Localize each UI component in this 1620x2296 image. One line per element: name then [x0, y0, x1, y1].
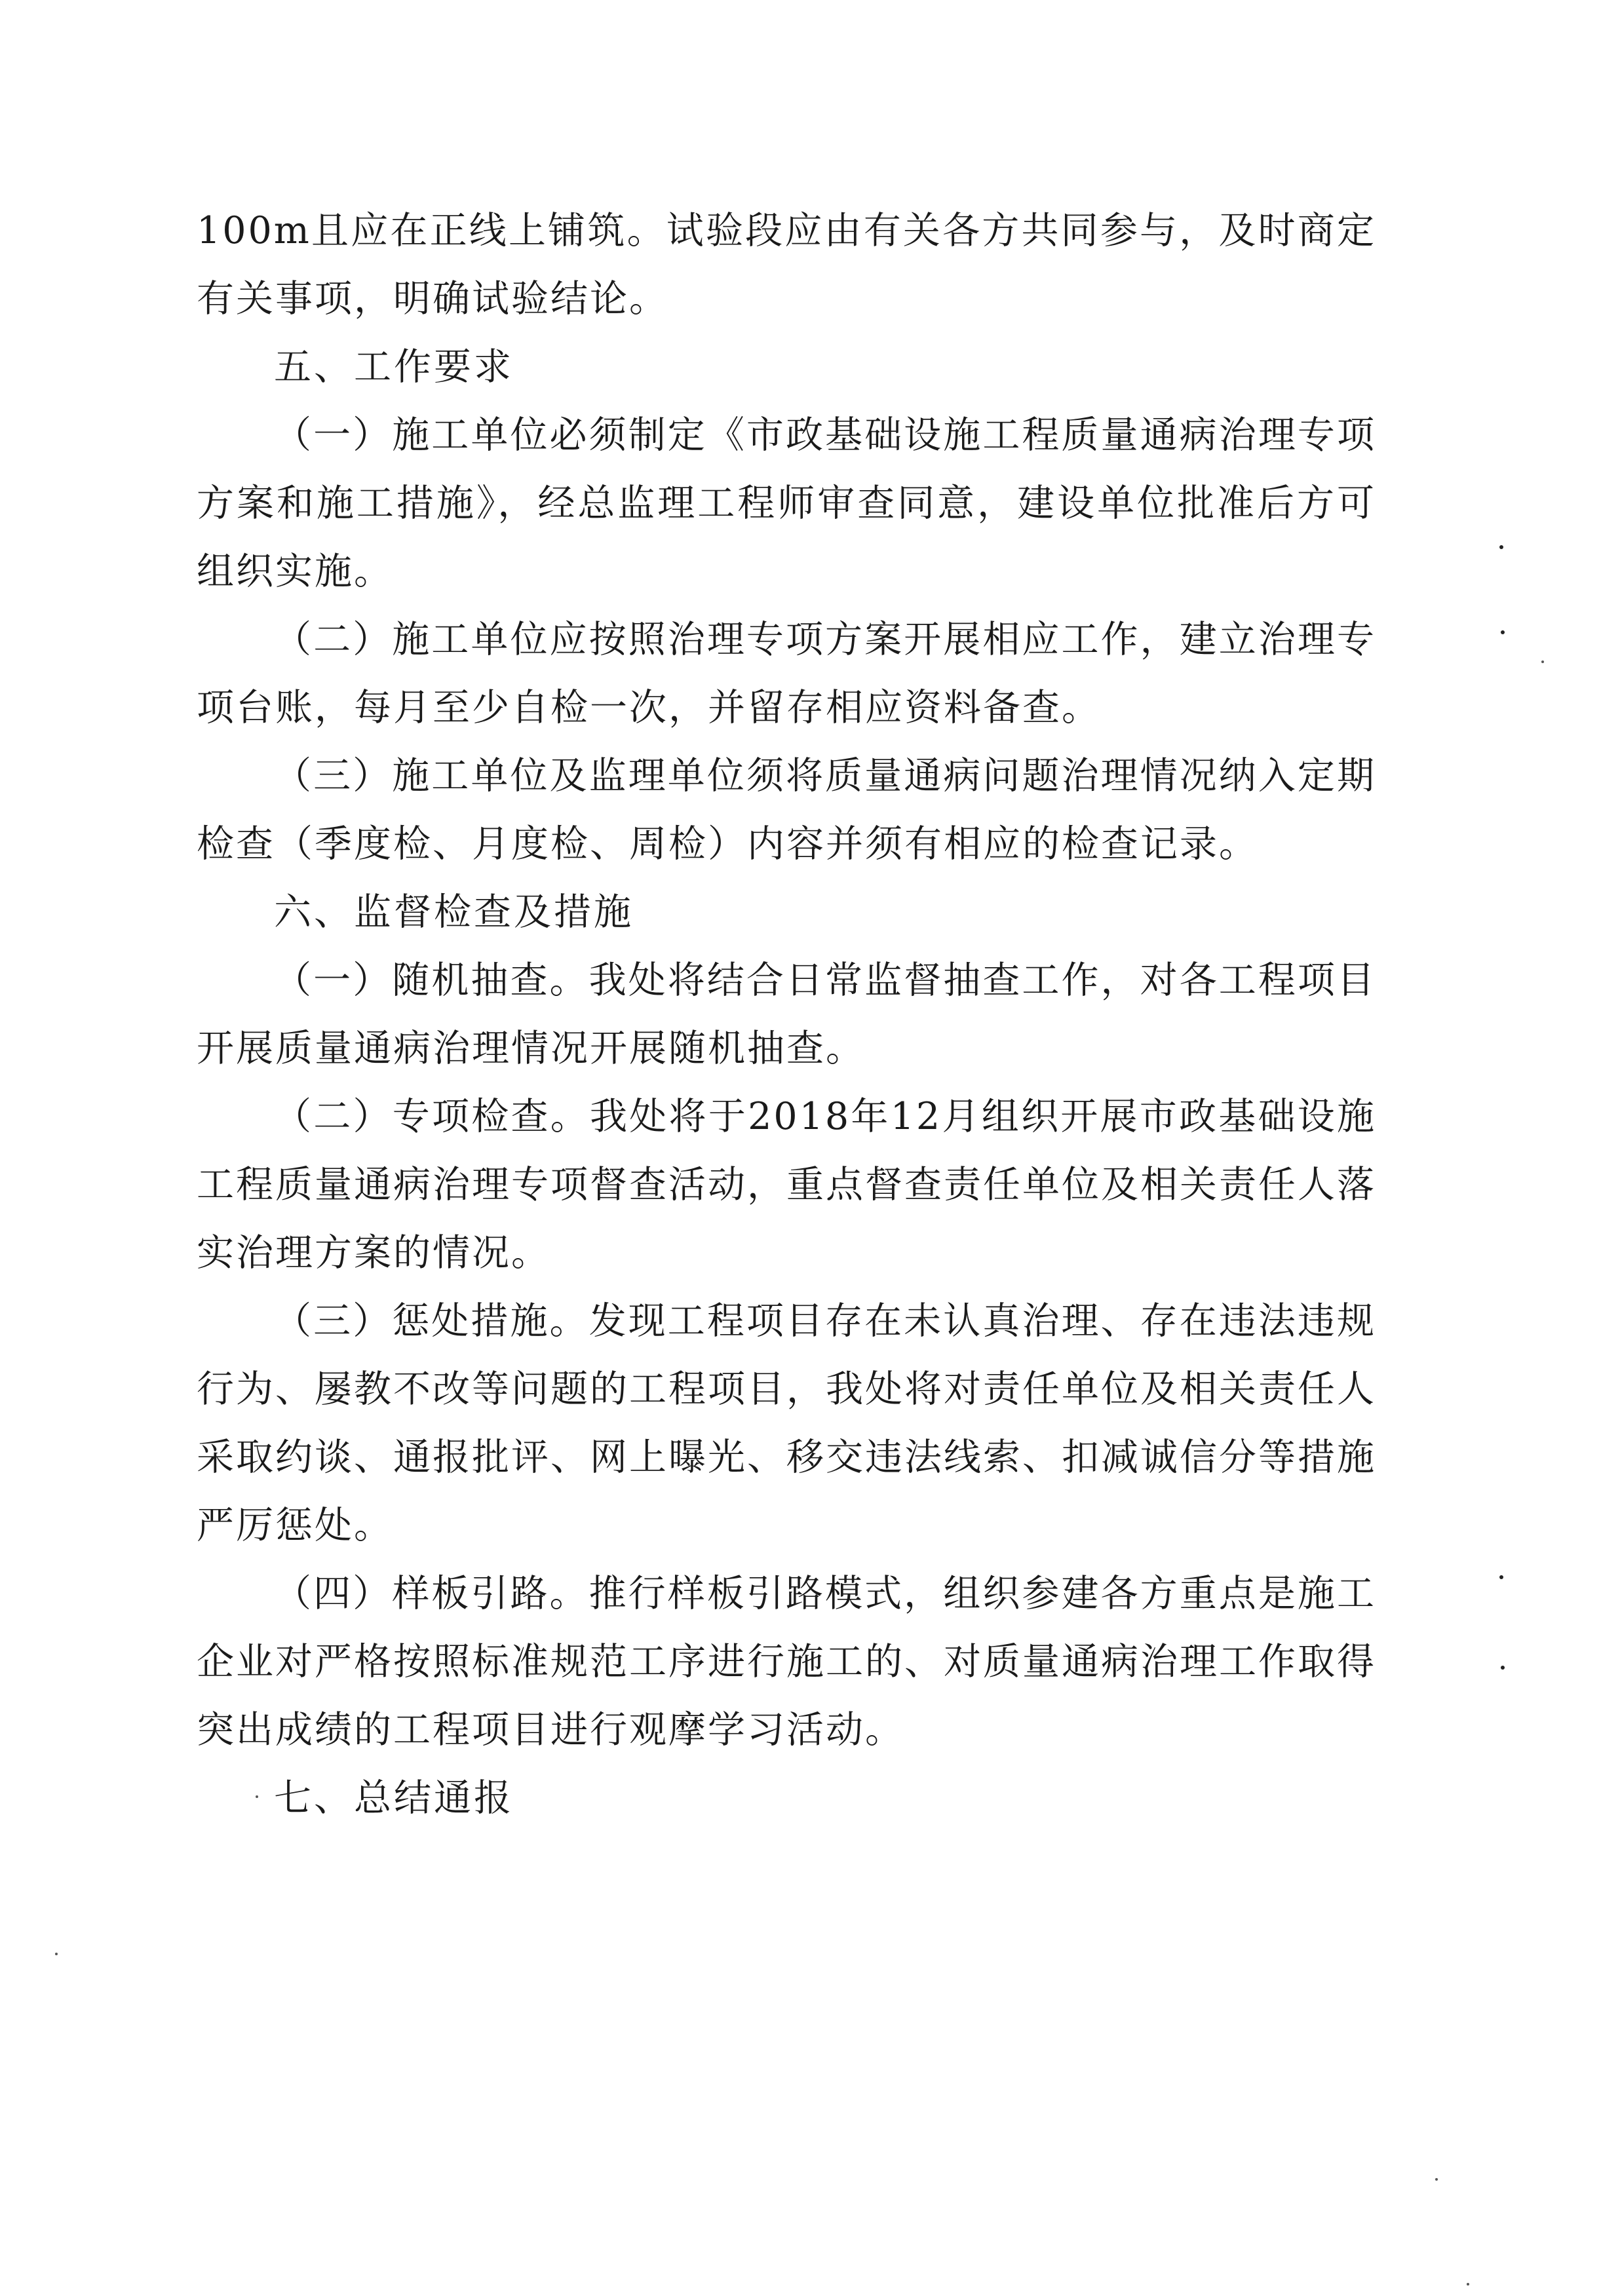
heading-supervision-measures: 六、监督检查及措施 [274, 890, 634, 934]
paragraph-requirement-2: （二）施工单位应按照治理专项方案开展相应工作，建立治理专项台账，每月至少自检一次，并留存相应资料备查。 [197, 618, 1376, 729]
scan-speck [1467, 2283, 1469, 2286]
scan-speck [1541, 660, 1544, 663]
paragraph-model-guidance: （四）样板引路。推行样板引路模式，组织参建各方重点是施工企业对严格按照标准规范工序进行施工的、对质量通病治理工作取得突出成绩的工程项目进行观摩学习活动。 [197, 1572, 1376, 1751]
paragraph-punishment: （三）惩处措施。发现工程项目存在未认真治理、存在违法违规行为、屡教不改等问题的工程项目，我处将对责任单位及相关责任人采取约谈、通报批评、网上曝光、移交违法线索、扣减诚信分等措施严厉惩处。 [197, 1299, 1376, 1547]
document-body [197, 197, 1376, 1832]
paragraph-test-section: 100m且应在正线上铺筑。试验段应由有关各方共同参与，及时商定有关事项，明确试验结论。 [197, 209, 1376, 320]
paragraph-special-check: （二）专项检查。我处将于2018年12月组织开展市政基础设施工程质量通病治理专项督查活动，重点督查责任单位及相关责任人落实治理方案的情况。 [197, 1095, 1376, 1274]
paragraph-random-check: （一）随机抽查。我处将结合日常监督抽查工作，对各工程项目开展质量通病治理情况开展随机抽查。 [197, 959, 1376, 1070]
scan-speck [256, 1795, 258, 1798]
scan-speck [1501, 630, 1505, 634]
heading-work-requirements: 五、工作要求 [274, 345, 514, 389]
paragraph-requirement-3: （三）施工单位及监理单位须将质量通病问题治理情况纳入定期检查（季度检、月度检、周检）内容并须有相应的检查记录。 [197, 754, 1376, 866]
scan-speck [1499, 545, 1503, 549]
scan-speck [55, 1953, 58, 1955]
paragraph-requirement-1: （一）施工单位必须制定《市政基础设施工程质量通病治理专项方案和施工措施》，经总监理工程师审查同意，建设单位批准后方可组织实施。 [197, 413, 1376, 593]
scan-speck [1499, 1575, 1503, 1579]
scan-speck [1501, 1666, 1505, 1670]
scan-speck [1435, 2178, 1438, 2181]
heading-summary-report: 七、总结通报 [274, 1776, 514, 1820]
